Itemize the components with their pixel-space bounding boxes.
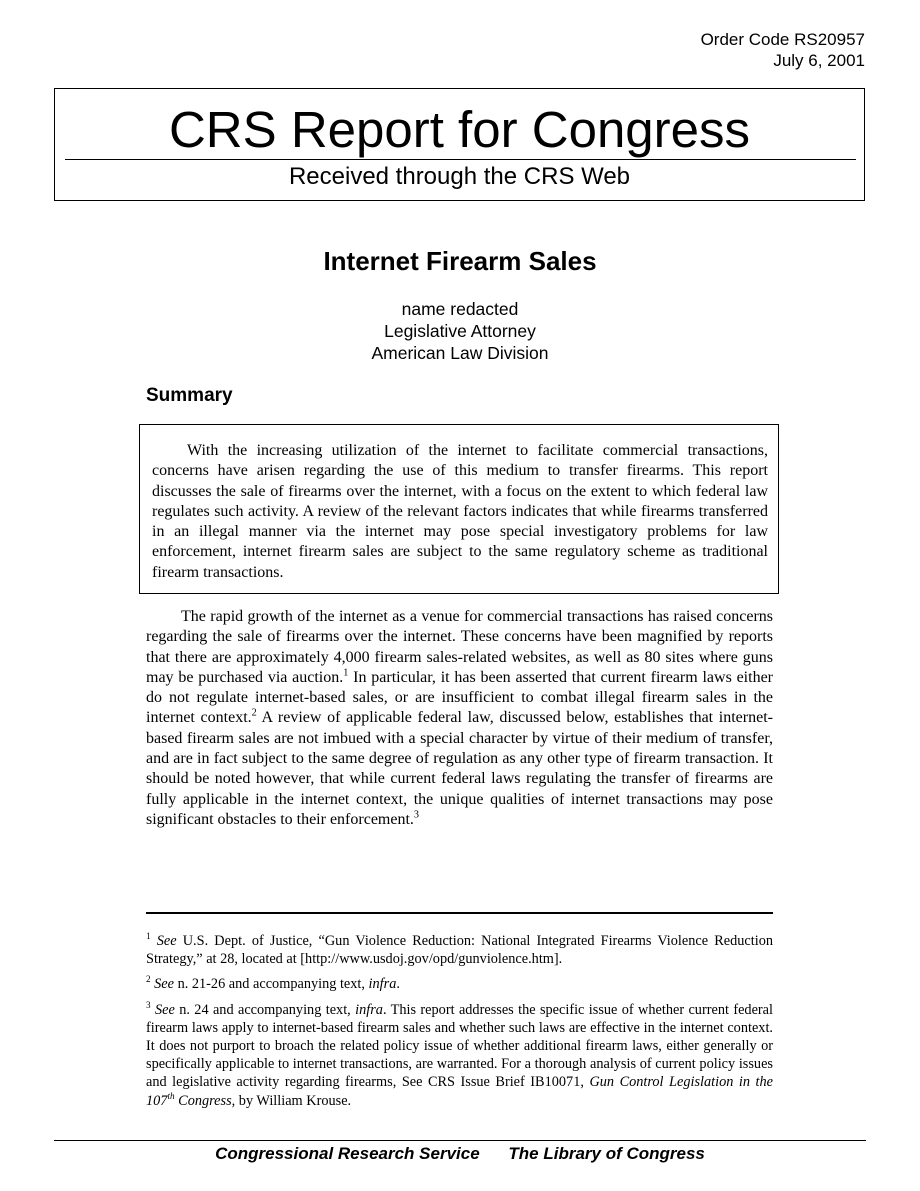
footnote-text: , by William Krouse. xyxy=(231,1092,352,1109)
footnote-ref-2: 2 xyxy=(251,708,257,720)
footer-library: The Library of Congress xyxy=(508,1144,705,1163)
page-footer xyxy=(0,1143,920,1164)
footnotes xyxy=(146,932,773,1117)
footnote-see: See xyxy=(156,933,177,949)
footnote-ordinal: th xyxy=(167,1090,175,1101)
footnote-text: n. 21-26 and accompanying text, xyxy=(174,976,369,993)
footnote-divider xyxy=(146,912,773,914)
footnote-2 xyxy=(146,975,773,993)
footnote-text: U.S. Dept. of Justice, “Gun Violence Reduction: National Integrated Firearms Violence Reduction Strategy,” at 28, located at [http://www.usdoj.gov/opd/gunviolence.htm]. xyxy=(146,933,774,968)
order-code: Order Code RS20957 xyxy=(700,30,865,49)
report-title: Internet Firearm Sales xyxy=(323,246,597,276)
author-division: American Law Division xyxy=(371,343,549,363)
footnote-see: See xyxy=(154,1001,175,1018)
body-text-1: The rapid growth of the internet as a venue for commercial transactions has raised concerns regarding the sale of firearms over the internet. These concerns have been magnified by reports that there are approximately 4,000 firearm sales-related websites, as well as 80 sites where guns may be purchased via auction. xyxy=(146,608,773,686)
body-text-3: A review of applicable federal law, discussed below, establishes that internet-based firearm sales are not imbued with a special character by virtue of their medium of transfer, and are in fact subject to the same degree of regulation as any other type of firearm transaction. It should be noted however, that while current federal laws regulating the transfer of firearms are fully applicable in the internet context, the unique qualities of internet transactions may pose significant obstacles to their enforcement. xyxy=(146,709,773,828)
banner-subtitle: Received through the CRS Web xyxy=(288,163,631,190)
report-date: July 6, 2001 xyxy=(773,51,865,70)
footnote-text: . xyxy=(396,976,400,993)
footnote-number: 2 xyxy=(146,974,151,985)
footnote-1 xyxy=(146,932,773,968)
summary-text: With the increasing utilization of the internet to facilitate commercial transactions, concerns have arisen regarding the use of this medium to transfer firearms. This report discusses the sale of firearms over the internet, with a focus on the extent to which federal law regulates such activity. A review of the relevant factors indicates that while firearms transferred in an illegal manner via the internet may pose special investigatory problems for law enforcement, internet firearm sales are subject to the same regulatory scheme as traditional firearm transactions. xyxy=(152,442,768,581)
body-paragraph xyxy=(146,607,773,830)
banner-divider xyxy=(65,159,856,160)
summary-box xyxy=(139,424,779,594)
body-text-2: In particular, it has been asserted that current firearm laws either do not regulate internet-based sales, or are insufficient to combat illegal firearm sales in the internet context. xyxy=(146,668,774,727)
footnote-book-title-end: Congress xyxy=(174,1092,232,1109)
banner-title: CRS Report for Congress xyxy=(168,101,751,158)
footnote-infra: infra xyxy=(355,1001,383,1018)
footnote-number: 3 xyxy=(146,999,151,1010)
footnote-text: n. 24 and accompanying text, xyxy=(174,1001,356,1018)
crs-banner xyxy=(54,88,865,201)
author-name: name redacted xyxy=(401,299,519,319)
footer-divider xyxy=(54,1140,866,1141)
footnote-number: 1 xyxy=(146,931,151,942)
footnote-book-title: Gun Control Legislation in the 107 xyxy=(146,1074,773,1109)
footnote-text: . This report addresses the specific issue of whether current federal firearm laws apply to internet-based firearm sales and whether such laws are effective in the internet context. It does not purport to broach the related policy issue of whether additional firearm laws, either generally or specifically applicable to internet transactions, are warranted. For a thorough analysis of current policy issues and legislative activity regarding firearms, See CRS Issue Brief IB10071, xyxy=(146,1001,774,1091)
footnote-ref-3: 3 xyxy=(413,809,420,821)
summary-heading: Summary xyxy=(146,385,233,406)
author-title: Legislative Attorney xyxy=(384,321,536,341)
footnote-ref-1: 1 xyxy=(343,667,349,679)
footer-crs: Congressional Research Service xyxy=(215,1144,480,1163)
author-block xyxy=(0,298,920,364)
footnote-infra: infra xyxy=(368,976,397,993)
order-code-block xyxy=(701,29,865,71)
footnote-see: See xyxy=(154,976,174,993)
footnote-3 xyxy=(146,1001,773,1110)
